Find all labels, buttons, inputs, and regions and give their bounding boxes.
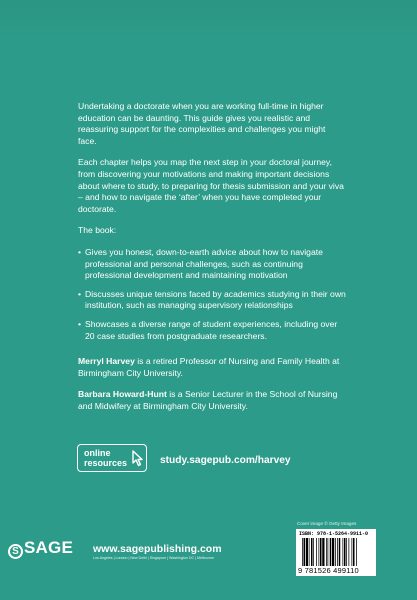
author-bio: is a retired Professor of Nursing and Family Health at Birmingham City University. [78, 356, 340, 378]
barcode-bar [352, 538, 353, 566]
barcode-bar [304, 538, 306, 566]
resources-label: resources [84, 457, 128, 468]
barcode-bar [328, 538, 329, 566]
barcode-bar [316, 538, 317, 566]
barcode-bar [356, 538, 357, 566]
barcode-bar [344, 538, 346, 566]
barcode-bar [302, 538, 303, 566]
barcode-bar [313, 538, 314, 566]
author-bio-harvey [78, 356, 346, 379]
author-name: Barbara Howard-Hunt [78, 389, 167, 400]
barcode [296, 529, 376, 576]
feature-list [78, 247, 346, 342]
barcode-bar [335, 538, 336, 566]
publisher-website-link[interactable]: www.sagepublishing.com [93, 543, 222, 555]
isbn-text: ISBN: 978-1-5264-9911-0 [299, 531, 369, 537]
barcode-bar [353, 538, 355, 566]
barcode-bar [326, 538, 327, 566]
barcode-bar [346, 538, 347, 566]
barcode-bar [322, 538, 324, 566]
cover-credit: Cover image © Getty Images [297, 521, 357, 526]
list-item: • Gives you honest, down-to-earth advice about how to navigate professional and personal challenges, such as continuing professional development and maintaining motivation [78, 247, 346, 282]
list-item: • Showcases a diverse range of student experiences, including over 20 case studies from postgraduate researchers. [78, 319, 346, 342]
cursor-click-icon [131, 449, 145, 467]
barcode-bar [306, 538, 308, 566]
sage-mark-icon: S [8, 544, 23, 559]
sage-logo [8, 538, 73, 559]
author-bio: is a Senior Lecturer in the School of Nursing and Midwifery at Birmingham City University. [78, 389, 338, 411]
barcode-bar [337, 538, 338, 566]
barcode-bar [311, 538, 313, 566]
intro-paragraph: Undertaking a doctorate when you are working full-time in higher education can be daunting. This guide gives you realistic and reassuring support for the complexities and challenges you might face. [78, 101, 326, 146]
author-name: Merryl Harvey [78, 356, 135, 367]
barcode-bar [332, 538, 334, 566]
blurb [78, 101, 346, 422]
publisher-cities: Los Angeles | London | New Delhi | Singapore | Washington DC | Melbourne [93, 556, 215, 560]
list-item: • Discusses unique tensions faced by academics studying in their own institution, such as managing supervisory relationships [78, 289, 346, 312]
barcode-bars [302, 538, 372, 566]
barcode-bar [349, 538, 350, 566]
companion-website-link[interactable]: study.sagepub.com/harvey [160, 455, 291, 466]
barcode-bar [320, 538, 322, 566]
sage-wordmark: SAGE [24, 538, 73, 557]
barcode-bar [343, 538, 344, 566]
online-label: online [84, 448, 111, 458]
barcode-bar [339, 538, 341, 566]
barcode-bar [309, 538, 310, 566]
barcode-digits: 9 781526 499110 [298, 566, 359, 575]
author-bio-howard-hunt [78, 389, 346, 412]
chapters-paragraph: Each chapter helps you map the next step in your doctoral journey, from discovering your motivations and making important decisions about where to study, to preparing for thesis submission and your viva – and how to navigate the ‘after’ when you have completed your doctorate. [78, 157, 344, 214]
barcode-bar [330, 538, 332, 566]
barcode-bar [319, 538, 320, 566]
book-heading: The book: [78, 225, 117, 236]
online-resources-badge[interactable] [77, 444, 147, 472]
